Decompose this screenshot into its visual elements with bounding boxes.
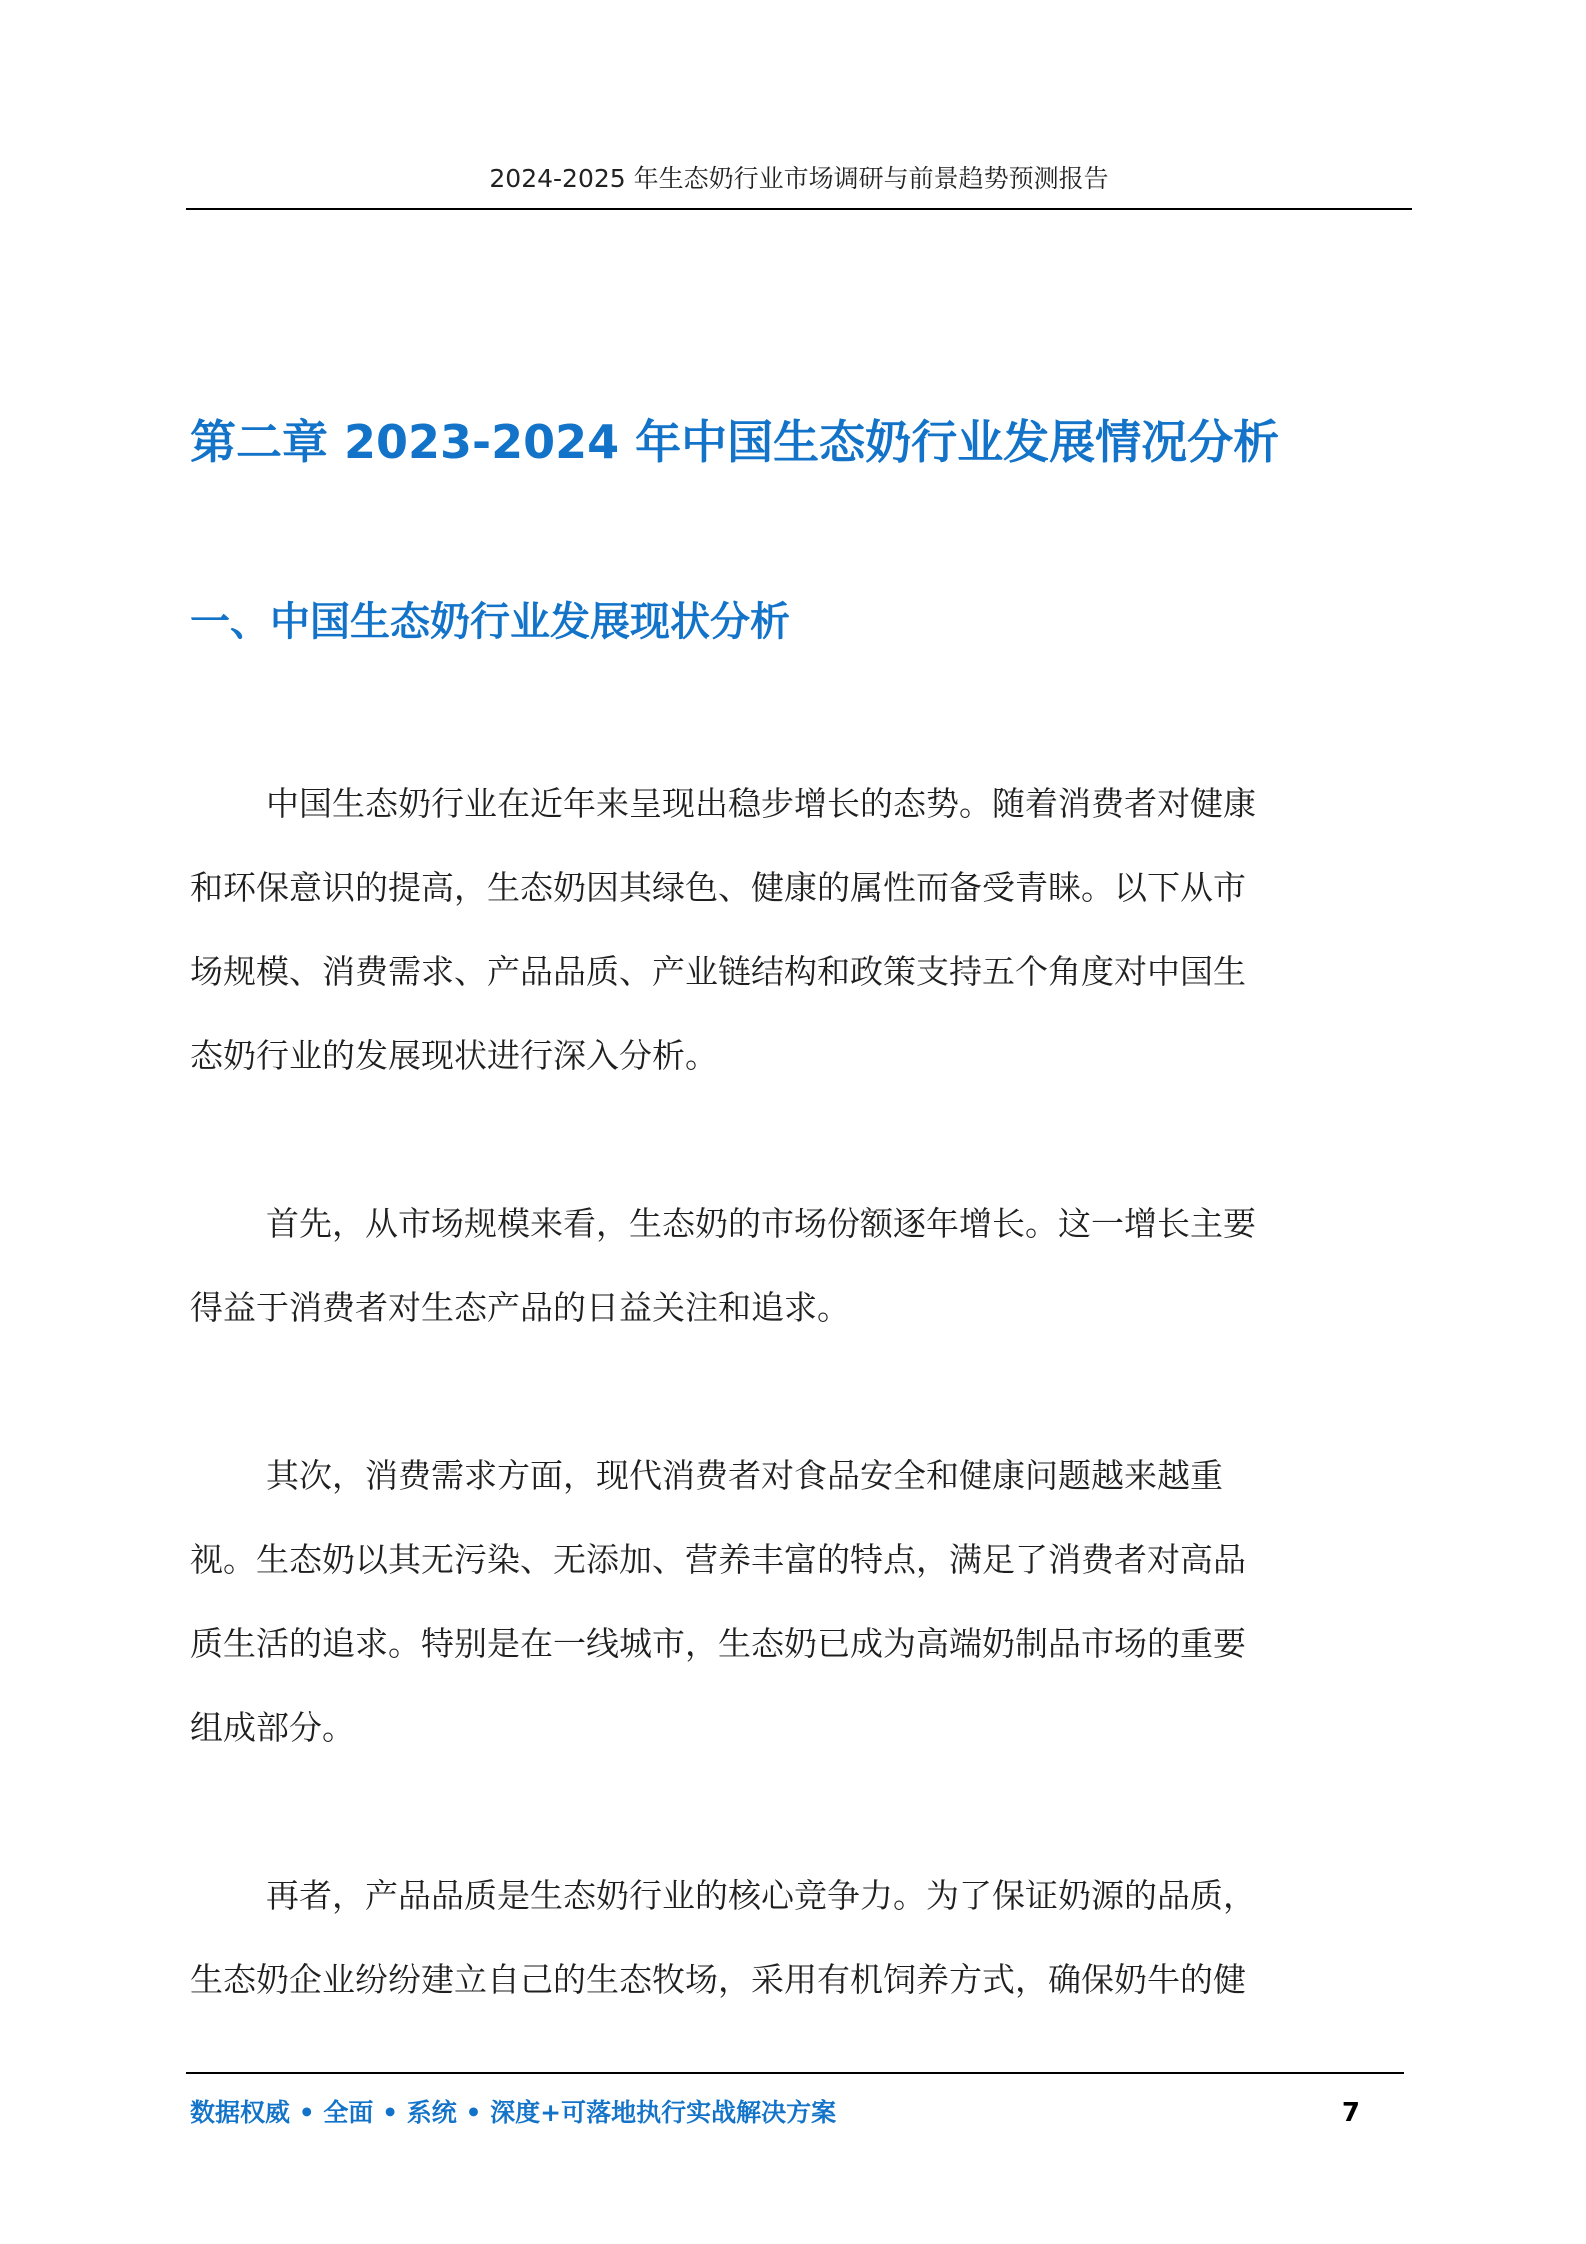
paragraph-line: 生态奶企业纷纷建立自己的生态牧场，采用有机饲养方式，确保奶牛的健 (190, 1960, 1246, 1999)
section-title: 一、中国生态奶行业发展现状分析 (190, 599, 790, 645)
header-divider (186, 208, 1412, 210)
paragraph-line: 质生活的追求。特别是在一线城市，生态奶已成为高端奶制品市场的重要 (190, 1624, 1246, 1663)
paragraph-line: 场规模、消费需求、产品品质、产业链结构和政策支持五个角度对中国生 (190, 952, 1246, 991)
running-header: 2024-2025 年生态奶行业市场调研与前景趋势预测报告 (489, 164, 1109, 193)
paragraph-line: 中国生态奶行业在近年来呈现出稳步增长的态势。随着消费者对健康 (266, 784, 1256, 823)
paragraph-line: 首先，从市场规模来看，生态奶的市场份额逐年增长。这一增长主要 (266, 1204, 1256, 1243)
paragraph-line: 得益于消费者对生态产品的日益关注和追求。 (190, 1288, 850, 1327)
footer-slogan: 数据权威 • 全面 • 系统 • 深度+可落地执行实战解决方案 (190, 2098, 837, 2127)
paragraph-line: 视。生态奶以其无污染、无添加、营养丰富的特点，满足了消费者对高品 (190, 1540, 1246, 1579)
page-number: 7 (1341, 2098, 1360, 2128)
paragraph-line: 和环保意识的提高，生态奶因其绿色、健康的属性而备受青睐。以下从市 (190, 868, 1246, 907)
footer-divider (186, 2072, 1404, 2074)
paragraph-line: 再者，产品品质是生态奶行业的核心竞争力。为了保证奶源的品质， (266, 1876, 1256, 1915)
paragraph-line: 其次，消费需求方面，现代消费者对食品安全和健康问题越来越重 (266, 1456, 1223, 1495)
paragraph (190, 1182, 1400, 1350)
paragraph-line: 组成部分。 (190, 1708, 355, 1747)
chapter-title: 第二章 2023-2024 年中国生态奶行业发展情况分析 (190, 415, 1280, 469)
paragraph-line: 态奶行业的发展现状进行深入分析。 (190, 1036, 718, 1075)
paragraph (190, 1434, 1400, 1770)
paragraph (190, 762, 1400, 1098)
body-text (190, 762, 1400, 2106)
paragraph (190, 1854, 1400, 2022)
